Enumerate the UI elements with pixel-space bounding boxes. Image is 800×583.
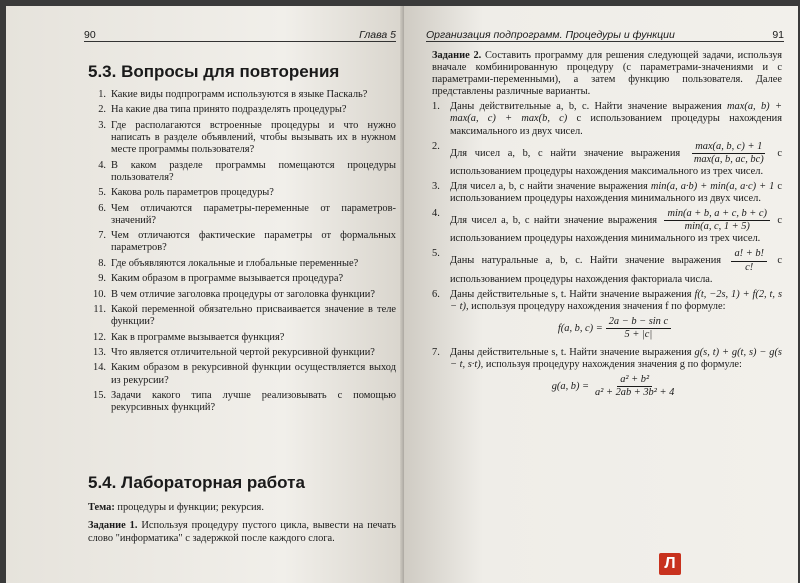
fraction xyxy=(691,141,767,166)
variant-prompt: Для чисел a, b, c найти значение выражения xyxy=(450,180,648,192)
variant-prompt: Даны действительные a, b, c. Найти значение выражения xyxy=(450,101,722,113)
topic-line xyxy=(88,502,396,514)
right-running-head xyxy=(426,26,784,42)
question-text: Какой переменной обязательно присваивается значение в теле функции? xyxy=(111,303,396,328)
variant-prompt: Для чисел a, b, c найти значение выражения xyxy=(450,215,658,227)
question-text: Каким образом в рекурсивной функции осуществляется выход из рекурсии? xyxy=(111,362,396,386)
question-text: Задачи какого типа лучше реализовывать с помощью рекурсивных функций? xyxy=(111,389,396,414)
question-number: 4. xyxy=(98,159,106,171)
open-book xyxy=(6,6,798,583)
list-item xyxy=(88,203,396,227)
question-text: Чем отличаются параметры-переменные от параметров-значений? xyxy=(111,202,396,226)
variant-prompt: Даны действительные s, t. Найти значение выражения xyxy=(450,288,692,300)
definition-formula xyxy=(450,374,782,399)
variant-text xyxy=(450,347,782,402)
task1-line xyxy=(88,520,396,545)
fraction-numerator: a² + b² xyxy=(617,374,652,387)
left-page-number: 90 xyxy=(84,29,96,41)
list-item xyxy=(88,104,396,116)
question-text: Что является отличительной чертой рекурсивной функции? xyxy=(111,346,375,358)
variant-number: 6. xyxy=(432,288,440,300)
fraction-numerator: a! + b! xyxy=(731,248,767,261)
task2-label: Задание 2. xyxy=(432,50,482,61)
definition-lhs: g(a, b) = xyxy=(551,381,590,393)
question-number: 15. xyxy=(93,389,106,401)
topic-text: процедуры и функции; рекурсия. xyxy=(117,502,264,513)
variant-item xyxy=(432,101,782,137)
variant-prompt: Даны действительные s, t. Найти значение выражения xyxy=(450,347,692,359)
list-item xyxy=(88,289,396,301)
variant-text xyxy=(450,101,782,137)
fraction xyxy=(606,316,671,341)
variant-number: 2. xyxy=(432,140,440,152)
question-number: 6. xyxy=(98,202,106,214)
question-text: Какова роль параметров процедуры? xyxy=(111,187,274,199)
variant-note: с использованием процедуры нахождения минимального из двух чисел. xyxy=(450,180,782,205)
fraction-numerator: min(a + b, a + c, b + c) xyxy=(664,208,770,221)
fraction-denominator: max(a, b, ac, bc) xyxy=(693,153,764,165)
question-number: 5. xyxy=(98,187,106,199)
right-running-title: Организация подпрограмм. Процедуры и функции xyxy=(426,29,675,41)
topic-label: Тема: xyxy=(88,502,115,513)
question-text: Чем отличаются фактические параметры от формальных параметров? xyxy=(111,230,396,254)
publisher-logo: Л xyxy=(659,553,681,575)
variant-item xyxy=(432,141,782,178)
variant-item xyxy=(432,347,782,402)
variant-prompt: Даны натуральные a, b, c. Найти значение выражения xyxy=(450,255,722,267)
definition-lhs: f(a, b, c) = xyxy=(557,322,603,334)
question-number: 14. xyxy=(93,362,106,374)
list-item xyxy=(88,187,396,199)
fraction-denominator: c! xyxy=(745,261,754,273)
variant-prompt: Для чисел a, b, c найти значение выражения xyxy=(450,147,681,159)
variant-number: 3. xyxy=(432,180,440,192)
task2-intro xyxy=(432,50,782,98)
variant-formula: min(a, a·b) + min(a, a·c) + 1 xyxy=(650,180,775,192)
question-number: 7. xyxy=(98,230,106,242)
fraction-numerator: max(a, b, c) + 1 xyxy=(692,141,765,154)
variant-item xyxy=(432,289,782,344)
list-item xyxy=(88,120,396,157)
question-text: В каком разделе программы помещаются процедуры пользователя? xyxy=(111,159,396,183)
section-title-questions: 5.3. Вопросы для повторения xyxy=(88,62,340,81)
fraction-denominator: 5 + |c| xyxy=(624,328,653,340)
variant-item xyxy=(432,248,782,285)
variant-formula: f(t, −2s, 1) + f(2, t, s − t), xyxy=(450,288,782,312)
question-text: Каким образом в программе вызывается процедура? xyxy=(111,273,344,285)
fraction-numerator: 2a − b − sin c xyxy=(606,316,671,329)
variant-number: 1. xyxy=(432,101,440,113)
right-page-number: 91 xyxy=(772,29,784,41)
question-number: 10. xyxy=(93,288,106,300)
variant-text xyxy=(450,141,782,178)
list-item xyxy=(88,362,396,386)
list-item xyxy=(88,273,396,285)
list-item xyxy=(88,160,396,184)
variant-number: 4. xyxy=(432,208,440,220)
list-item xyxy=(88,332,396,344)
question-number: 2. xyxy=(98,104,106,116)
variant-text xyxy=(450,208,782,245)
task2-variants xyxy=(432,101,782,402)
definition-formula xyxy=(450,316,782,341)
variant-note: с использованием процедуры нахождения максимального из трех чисел. xyxy=(450,147,782,177)
question-text: Где объявляются локальные и глобальные переменные? xyxy=(111,257,359,269)
question-text: В чем отличие заголовка процедуры от заголовка функции? xyxy=(111,288,375,300)
question-number: 1. xyxy=(98,89,106,100)
question-number: 9. xyxy=(98,273,106,285)
list-item xyxy=(88,258,396,270)
lab-block xyxy=(88,502,396,551)
variant-formula: g(s, t) + g(t, s) − g(s − t, s·t), xyxy=(450,347,782,371)
left-running-title: Глава 5 xyxy=(359,29,396,41)
fraction xyxy=(731,248,767,273)
variant-number: 5. xyxy=(432,248,440,260)
variant-note: используя процедуру нахождения значения f по формуле: xyxy=(471,300,726,312)
question-text: На какие два типа принято подразделять процедуры? xyxy=(111,104,347,116)
question-text: Как в программе вызывается функция? xyxy=(111,331,285,343)
task1-text: Используя процедуру пустого цикла, вывести на печать слово "информатика" с задержкой после каждого слога. xyxy=(88,520,396,544)
variant-item xyxy=(432,208,782,245)
list-item xyxy=(88,347,396,359)
question-text: Какие виды подпрограмм используются в языке Паскаль? xyxy=(111,89,368,100)
right-body xyxy=(432,50,782,402)
variant-text xyxy=(450,248,782,285)
question-number: 8. xyxy=(98,257,106,269)
question-number: 12. xyxy=(93,331,106,343)
variant-text xyxy=(450,289,782,344)
left-running-head xyxy=(84,26,396,42)
list-item xyxy=(88,390,396,414)
variant-item xyxy=(432,181,782,205)
list-item xyxy=(88,304,396,328)
fraction xyxy=(664,208,770,233)
variant-note: с использованием процедуры нахождения максимального из двух чисел. xyxy=(450,113,782,137)
variant-note: используя процедуру нахождения значения g по формуле: xyxy=(485,359,742,371)
variant-formula: max(a, b) + max(a, c) + max(b, c) xyxy=(450,101,782,125)
task1-label: Задание 1. xyxy=(88,520,138,532)
fraction xyxy=(592,374,677,399)
variant-note: с использованием процедуры нахождения факториала числа. xyxy=(450,255,782,285)
question-number: 11. xyxy=(93,303,106,315)
variant-note: с использованием процедуры нахождения минимального из трех чисел. xyxy=(450,215,782,245)
question-number: 13. xyxy=(93,346,106,358)
fraction-denominator: min(a, c, 1 + 5) xyxy=(684,221,750,233)
question-number: 3. xyxy=(98,119,106,131)
list-item xyxy=(88,230,396,254)
fraction-denominator: a² + 2ab + 3b² + 4 xyxy=(595,387,675,399)
questions-list xyxy=(88,89,396,417)
section-title-lab: 5.4. Лабораторная работа xyxy=(88,473,305,492)
variant-number: 7. xyxy=(432,347,440,359)
question-text: Где располагаются встроенные процедуры и что нужно написать в разделе объявлений, чтобы вызывать их в нужном месте программы пользователя? xyxy=(111,119,396,156)
right-page xyxy=(404,6,798,583)
list-item xyxy=(88,89,396,101)
task2-text: Составить программу для решения следующей задачи, используя вначале комбинированную процедуру (с параметрами-значениями и с параметрами-переменными), а затем функцию пользователя. Далее представлены различные варианты. xyxy=(432,50,782,98)
left-page xyxy=(6,6,404,583)
variant-text xyxy=(450,181,782,205)
